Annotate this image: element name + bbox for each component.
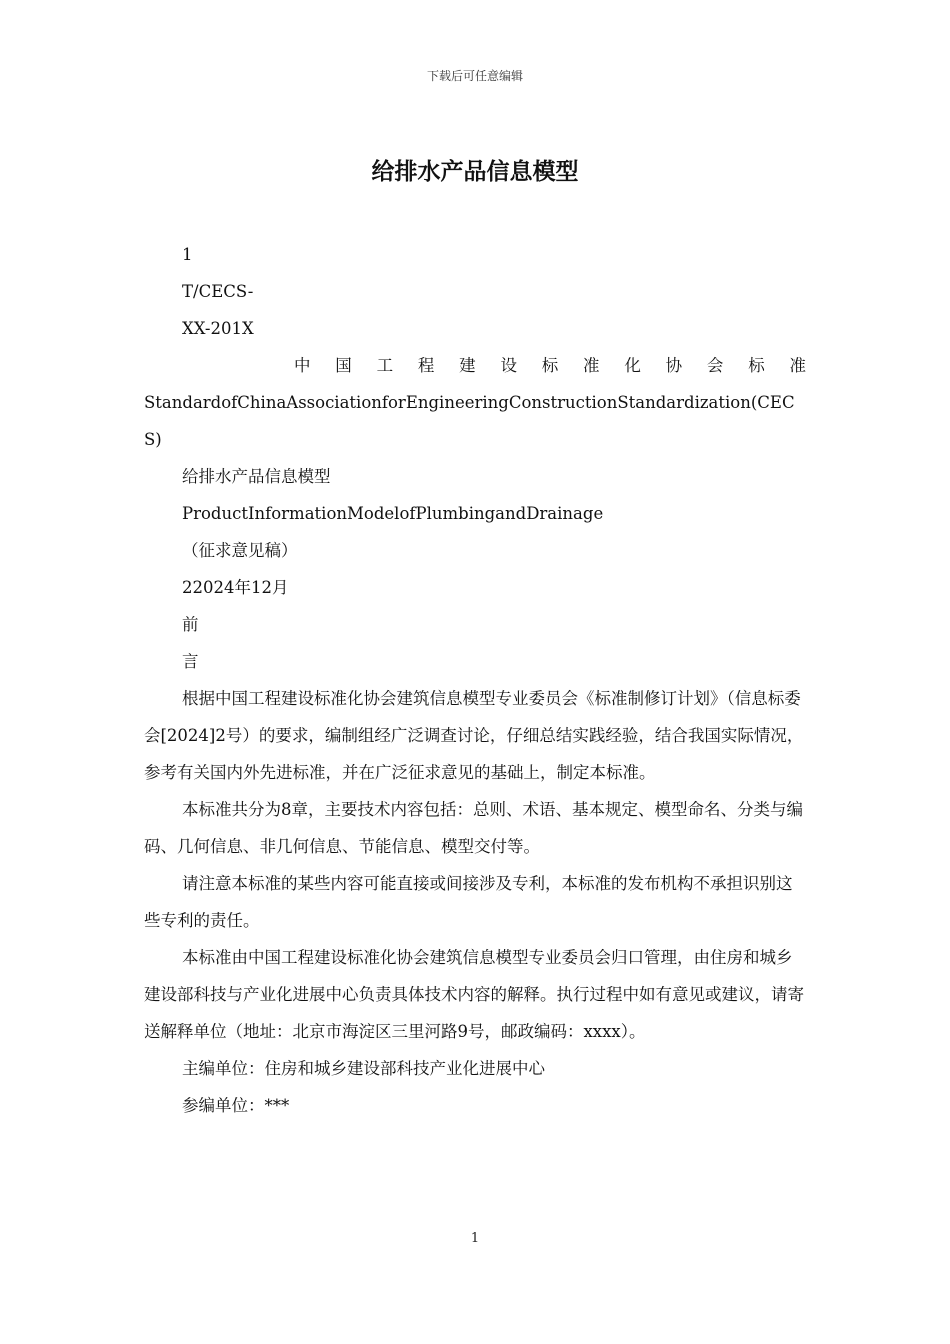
preface-heading-1: 前 [182,615,199,634]
organization-name-cn: 中国工程建设标准化协会标准 [294,356,806,375]
document-title: 给排水产品信息模型 [371,159,579,185]
cover-line-year: XX-201X [182,319,254,338]
paragraph-contents: 本标准共分为8章，主要技术内容包括：总则、术语、基本规定、模型命名、分类与编码、几何信息、非几何信息、节能信息、模型交付等。 [144,800,803,856]
page-number: 1 [470,1231,480,1246]
chief-unit: 主编单位：住房和城乡建设部科技产业化进展中心 [182,1059,545,1078]
header-note: 下载后可任意编辑 [426,69,523,83]
document-body [144,236,806,1124]
cover-line-number: 1 [182,245,193,264]
preface-heading-2: 言 [182,652,199,671]
publish-date: 22024年12月 [182,578,289,597]
cover-line-code: T/CECS- [182,282,254,301]
standard-name-cn: 给排水产品信息模型 [182,467,331,486]
draft-label: （征求意见稿） [182,541,298,560]
organization-name-en: StandardofChinaAssociationforEngineeringConstructionStandardization(CECS) [144,393,795,449]
paragraph-management: 本标准由中国工程建设标准化协会建筑信息模型专业委员会归口管理，由住房和城乡建设部科技与产业化进展中心负责具体技术内容的解释。执行过程中如有意见或建议，请寄送解释单位（地址：北京市海淀区三里河路9号，邮政编码：xxxx）。 [144,948,804,1041]
paragraph-background: 根据中国工程建设标准化协会建筑信息模型专业委员会《标准制修订计划》（信息标委会[2024]2号）的要求，编制组经广泛调查讨论，仔细总结实践经验，结合我国实际情况，参考有关国内外先进标准，并在广泛征求意见的基础上，制定本标准。 [144,689,804,782]
paragraph-patent: 请注意本标准的某些内容可能直接或间接涉及专利，本标准的发布机构不承担识别这些专利的责任。 [144,874,793,930]
standard-name-en: ProductInformationModelofPlumbingandDrainage [182,504,604,523]
participating-unit: 参编单位：*** [182,1096,290,1115]
